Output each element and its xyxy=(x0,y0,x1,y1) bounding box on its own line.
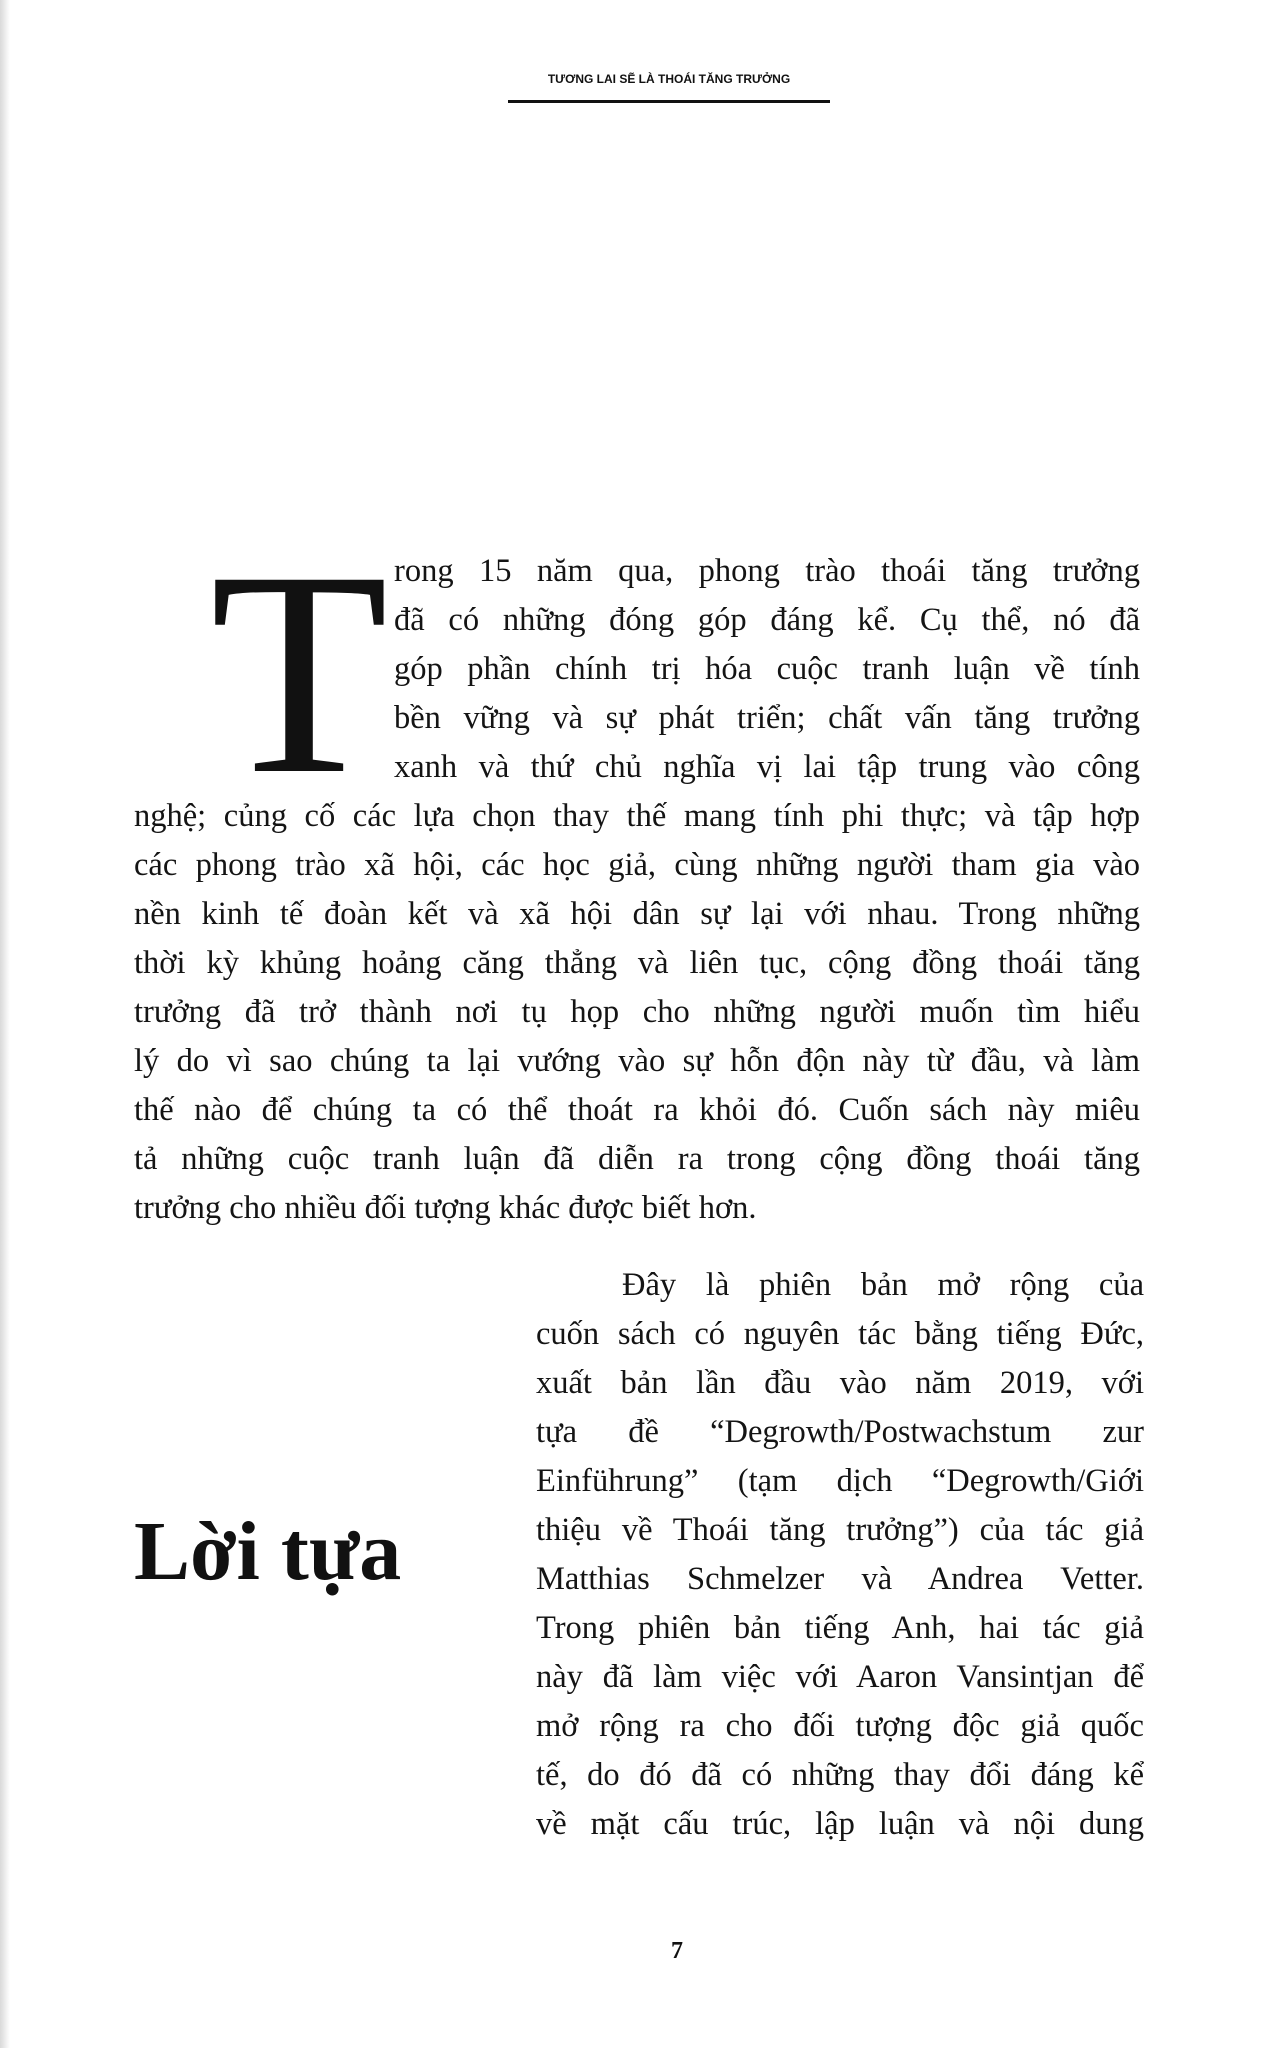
paragraph-line: thiệu về Thoái tăng trưởng”) của tác giả xyxy=(536,1512,1144,1548)
paragraph-line: tế, do đó đã có những thay đổi đáng kể xyxy=(536,1757,1144,1793)
page-edge-shadow xyxy=(0,0,10,2048)
paragraph-line: xanh và thứ chủ nghĩa vị lai tập trung vào công xyxy=(394,749,1140,785)
paragraph-line: đã có những đóng góp đáng kể. Cụ thể, nó đã xyxy=(394,602,1140,638)
paragraph-1-indented-block xyxy=(394,547,1140,792)
paragraph-line: trưởng cho nhiều đối tượng khác được biết hơn. xyxy=(134,1190,757,1226)
paragraph-line: nền kinh tế đoàn kết và xã hội dân sự lại với nhau. Trong những xyxy=(134,896,1140,932)
paragraph-line: tựa đề “Degrowth/Postwachstum zur xyxy=(536,1414,1144,1450)
paragraph-line: Matthias Schmelzer và Andrea Vetter. xyxy=(536,1561,1144,1597)
running-header: TƯƠNG LAI SẼ LÀ THOÁI TĂNG TRƯỞNG xyxy=(547,72,791,86)
paragraph-line: Trong phiên bản tiếng Anh, hai tác giả xyxy=(536,1610,1144,1646)
paragraph-2 xyxy=(536,1261,1144,1849)
drop-cap: T xyxy=(210,512,389,835)
header-rule xyxy=(508,100,830,103)
paragraph-line: Đây là phiên bản mở rộng của xyxy=(622,1267,1144,1303)
paragraph-line: trưởng đã trở thành nơi tụ họp cho những người muốn tìm hiểu xyxy=(134,994,1140,1030)
paragraph-line: về mặt cấu trúc, lập luận và nội dung xyxy=(536,1806,1144,1842)
paragraph-line: nghệ; củng cố các lựa chọn thay thế mang tính phi thực; và tập hợp xyxy=(134,798,1140,834)
paragraph-line: các phong trào xã hội, các học giả, cùng những người tham gia vào xyxy=(134,847,1140,883)
paragraph-1-full-width-block xyxy=(134,792,1140,1233)
paragraph-line: này đã làm việc với Aaron Vansintjan để xyxy=(536,1659,1144,1695)
paragraph-line: mở rộng ra cho đối tượng độc giả quốc xyxy=(536,1708,1144,1744)
page-number: 7 xyxy=(671,1938,683,1964)
paragraph-line: Einführung” (tạm dịch “Degrowth/Giới xyxy=(536,1463,1144,1499)
paragraph-line: thế nào để chúng ta có thể thoát ra khỏi đó. Cuốn sách này miêu xyxy=(134,1092,1140,1128)
paragraph-line: bền vững và sự phát triển; chất vấn tăng trưởng xyxy=(394,700,1140,736)
paragraph-line: thời kỳ khủng hoảng căng thẳng và liên tục, cộng đồng thoái tăng xyxy=(134,945,1140,981)
paragraph-line: góp phần chính trị hóa cuộc tranh luận về tính xyxy=(394,651,1140,687)
paragraph-line: tả những cuộc tranh luận đã diễn ra trong cộng đồng thoái tăng xyxy=(134,1141,1140,1177)
paragraph-line: xuất bản lần đầu vào năm 2019, với xyxy=(536,1365,1144,1401)
section-title: Lời tựa xyxy=(134,1505,402,1598)
paragraph-line: rong 15 năm qua, phong trào thoái tăng trưởng xyxy=(394,553,1140,589)
paragraph-line: cuốn sách có nguyên tác bằng tiếng Đức, xyxy=(536,1316,1144,1352)
paragraph-line: lý do vì sao chúng ta lại vướng vào sự hỗn độn này từ đầu, và làm xyxy=(134,1043,1140,1079)
